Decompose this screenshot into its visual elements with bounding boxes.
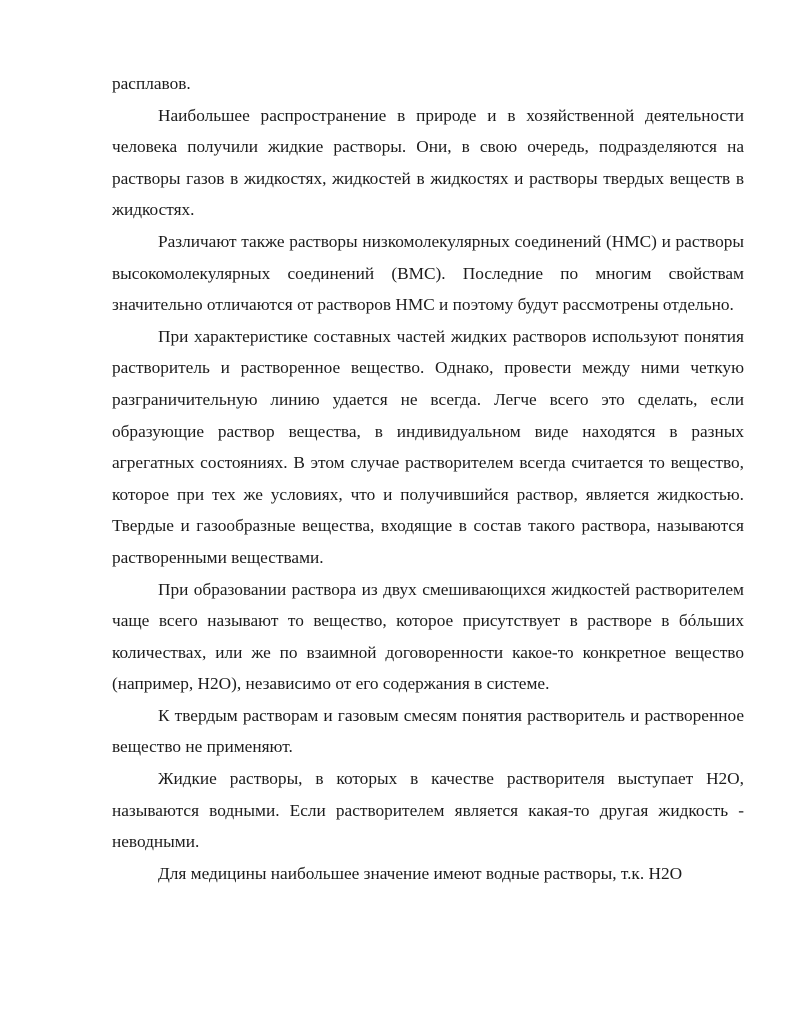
- paragraph-liquid-solutions: Наибольшее распространение в природе и в хозяйственной деятельности человека получили жидкие растворы. Они, в свою очередь, подразделяются на растворы газов в жидкостях, жидкостей в жидкостях и растворы твердых веществ в жидкостях.: [112, 105, 744, 220]
- paragraph-nms-vms: Различают также растворы низкомолекулярных соединений (НМС) и растворы высокомолекулярных соединений (ВМС). Последние по многим свойствам значительно отличаются от растворов НМС и поэтому будут рассмотрены отдельно.: [112, 231, 744, 315]
- paragraph-aqueous: Жидкие растворы, в которых в качестве растворителя выступает Н2О, называются водными. Если растворителем является какая-то другая жидкость - неводными.: [112, 769, 744, 852]
- paragraph-solid-gas: К твердым растворам и газовым смесям понятия растворитель и растворенное вещество не применяют.: [112, 705, 744, 757]
- paragraph-solvent-solute: При характеристике составных частей жидких растворов используют понятия растворитель и растворенное вещество. Однако, провести между ними четкую разграничительную линию удается не всегда. Легче всего это сделать, если образующие раствор вещества, в индивидуальном виде находятся в разных агрегатных состояниях. В этом случае растворителем всегда считается то вещество, которое при тех же условиях, что и получившийся раствор, является жидкостью. Твердые и газообразные вещества, входящие в состав такого раствора, называются растворенными веществами.: [112, 326, 744, 567]
- paragraph-continuation: расплавов.: [112, 74, 191, 93]
- paragraph-mixing-liquids: При образовании раствора из двух смешивающихся жидкостей растворителем чаще всего называют то вещество, которое присутствует в растворе в бóльших количествах, или же по взаимной договоренности какое-то конкретное вещество (например, Н2О), независимо от его содержания в системе.: [112, 579, 744, 694]
- document-body: [112, 68, 744, 889]
- paragraph-medicine: Для медицины наибольшее значение имеют водные растворы, т.к. Н2О: [158, 863, 683, 883]
